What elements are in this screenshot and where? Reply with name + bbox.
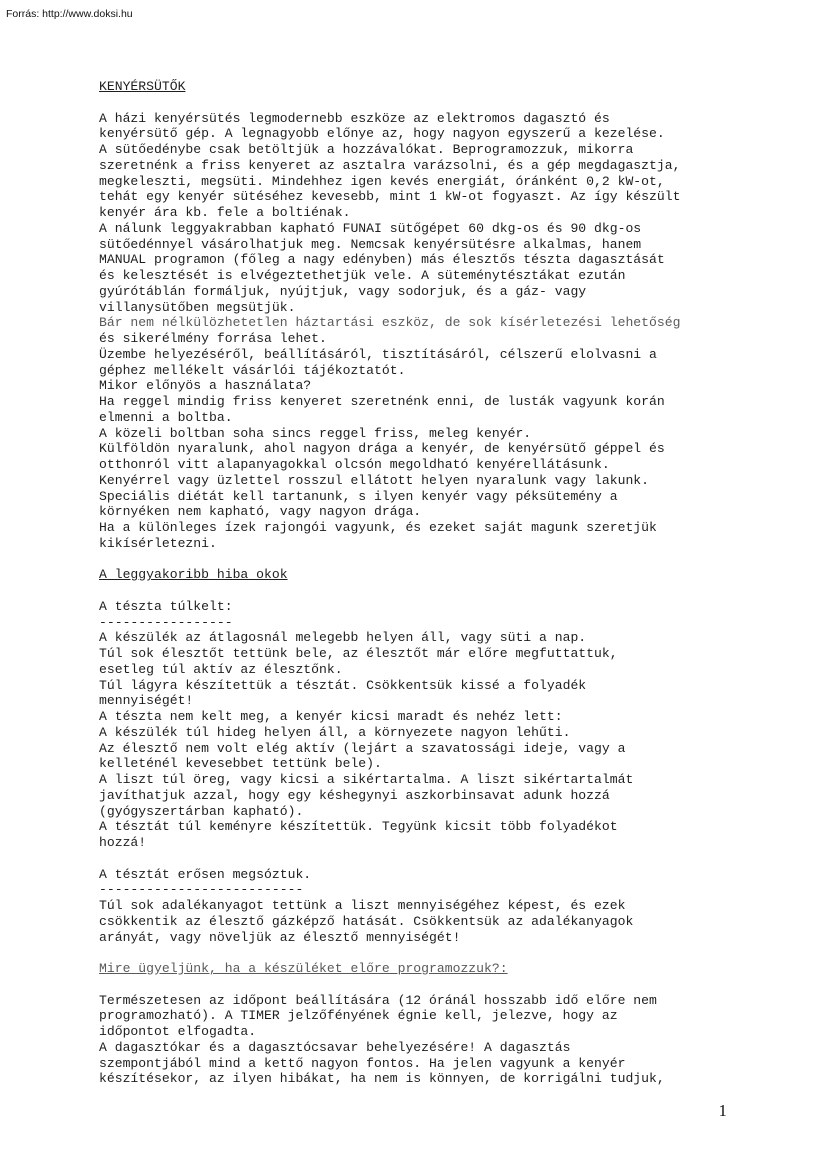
text-line: A tésztát erősen megsóztuk. xyxy=(99,866,312,882)
text-line: A nálunk leggyakrabban kapható FUNAI sütőgépet 60 dkg-os és 90 dkg-os xyxy=(99,220,642,236)
text-line: -------------------------- xyxy=(99,882,304,898)
text-line: A készülék az átlagosnál melegebb helyen áll, vagy süti a nap. xyxy=(99,630,587,646)
text-line: A házi kenyérsütés legmodernebb eszköze az elektromos dagasztó és xyxy=(99,110,610,126)
section-heading: Bár nem nélkülözhetetlen háztartási eszköz, de sok kísérletezési lehetőség xyxy=(99,315,681,331)
text-line: kelleténél kevesebbet tettünk bele). xyxy=(99,756,382,772)
text-line: gyúrótáblán formáljuk, nyújtjuk, vagy sodorjuk, és a gáz- vagy xyxy=(99,283,587,299)
text-line: A készülék túl hideg helyen áll, a környezete nagyon lehűti. xyxy=(99,724,571,740)
text-line: Ha reggel mindig friss kenyeret szeretnénk enni, de lusták vagyunk korán xyxy=(99,394,665,409)
text-line: otthonról vitt alapanyagokkal olcsón megoldható kenyérellátásunk. xyxy=(99,457,610,472)
text-line: MANUAL programon (főleg a nagy edényben) más élesztős tészta dagasztását xyxy=(99,252,665,268)
text-line: A tészta túlkelt: xyxy=(99,598,233,614)
text-line: Külföldön nyaralunk, ahol nagyon drága a kenyér, de kenyérsütő géppel és xyxy=(99,441,665,457)
text-line: ----------------- xyxy=(99,614,233,630)
text-line: arányát, vagy növeljük az élesztő mennyiségét! xyxy=(99,929,461,945)
blank-line xyxy=(99,945,789,961)
document-body xyxy=(99,79,789,1087)
text-line: Mikor előnyös a használata? xyxy=(99,378,312,394)
text-line: megkeleszti, megsüti. Mindehhez igen kevés energiát, óránként 0,2 kW-ot, xyxy=(99,173,665,189)
section-heading: A leggyakoribb hiba okok xyxy=(99,567,288,583)
text-line: Üzembe helyezéséről, beállításáról, tisztításáról, célszerű elolvasni a xyxy=(99,346,657,362)
text-line: A sütőedénybe csak betöltjük a hozzávalókat. Beprogramozzuk, mikorra xyxy=(99,142,634,157)
text-line: környéken nem kapható, vagy nagyon drága. xyxy=(99,504,422,520)
text-line: tehát egy kenyér sütéséhez kevesebb, mint 1 kW-ot fogyaszt. Az így készült xyxy=(99,189,681,205)
text-line: elmenni a boltba. xyxy=(99,409,233,425)
text-line: Az élesztő nem volt elég aktív (lejárt a szavatossági ideje, vagy a xyxy=(99,740,626,756)
text-line: csökkentik az élesztő gázképző hatását. Csökkentsük az adalékanyagok xyxy=(99,913,634,929)
blank-line xyxy=(99,583,789,599)
text-line: javíthatjuk azzal, hogy egy késhegynyi aszkorbinsavat adunk hozzá xyxy=(99,787,610,803)
text-line: Kenyérrel vagy üzlettel rosszul ellátott helyen nyaralunk vagy lakunk. xyxy=(99,472,650,488)
text-line: Ha a különleges ízek rajongói vagyunk, és ezeket saját magunk szeretjük xyxy=(99,520,657,535)
text-line: szeretnénk a friss kenyeret az asztalra varázsolni, és a gép megdagasztja, xyxy=(99,157,681,173)
text-line: szempontjából mind a kettő nagyon fontos. Ha jelen vagyunk a kenyér xyxy=(99,1055,626,1071)
text-line: (gyógyszertárban kapható). xyxy=(99,803,304,819)
text-line: A tészta nem kelt meg, a kenyér kicsi maradt és nehéz lett: xyxy=(99,709,563,724)
text-line: esetleg túl aktív az élesztőnk. xyxy=(99,661,343,677)
text-line: A közeli boltban soha sincs reggel friss, meleg kenyér. xyxy=(99,425,532,441)
text-line: Túl sok élesztőt tettünk bele, az élesztőt már előre megfuttattuk, xyxy=(99,646,618,661)
text-line: Túl lágyra készítettük a tésztát. Csökkentsük kissé a folyadék xyxy=(99,677,587,693)
blank-line xyxy=(99,552,789,568)
text-line: és sikerélmény forrása lehet. xyxy=(99,331,327,346)
text-line: A dagasztókar és a dagasztócsavar behelyezésére! A dagasztás xyxy=(99,1039,571,1055)
blank-line xyxy=(99,851,789,867)
text-line: A tésztát túl keményre készítettük. Tegyünk kicsit több folyadékot xyxy=(99,819,618,835)
blank-line xyxy=(99,95,789,111)
page-number: 1 xyxy=(718,1101,727,1120)
text-line: Speciális diétát kell tartanunk, s ilyen kenyér vagy péksütemény a xyxy=(99,488,618,504)
blank-line xyxy=(99,977,789,993)
section-heading: Mire ügyeljünk, ha a készüléket előre programozzuk?: xyxy=(99,961,508,976)
text-line: sütőedénnyel vásárolhatjuk meg. Nemcsak kenyérsütésre alkalmas, hanem xyxy=(99,236,642,252)
text-line: villanysütőben megsütjük. xyxy=(99,299,296,315)
text-line: kikísérletezni. xyxy=(99,535,217,551)
text-line: kenyérsütő gép. A legnagyobb előnye az, hogy nagyon egyszerű a kezelése. xyxy=(99,126,665,142)
text-line: készítésekor, az ilyen hibákat, ha nem is könnyen, de korrigálni tudjuk, xyxy=(99,1071,665,1087)
text-line: géphez mellékelt vásárlói tájékoztatót. xyxy=(99,362,406,378)
text-line: programozható). A TIMER jelzőfényének égnie kell, jelezve, hogy az xyxy=(99,1008,618,1024)
text-line: A liszt túl öreg, vagy kicsi a sikértartalma. A liszt sikértartalmát xyxy=(99,772,634,787)
source-label: Forrás: http://www.doksi.hu xyxy=(6,8,133,20)
text-line: Természetesen az időpont beállítására (12 óránál hosszabb idő előre nem xyxy=(99,992,657,1008)
section-heading: KENYÉRSÜTŐK xyxy=(99,79,186,94)
text-line: Túl sok adalékanyagot tettünk a liszt mennyiségéhez képest, és ezek xyxy=(99,898,626,913)
text-line: mennyiségét! xyxy=(99,693,194,709)
text-line: kenyér ára kb. fele a boltiénak. xyxy=(99,205,351,220)
text-line: hozzá! xyxy=(99,835,147,850)
text-line: és kelesztését is elvégeztethetjük vele. A süteménytésztákat ezután xyxy=(99,268,626,283)
text-line: időpontot elfogadta. xyxy=(99,1024,257,1039)
